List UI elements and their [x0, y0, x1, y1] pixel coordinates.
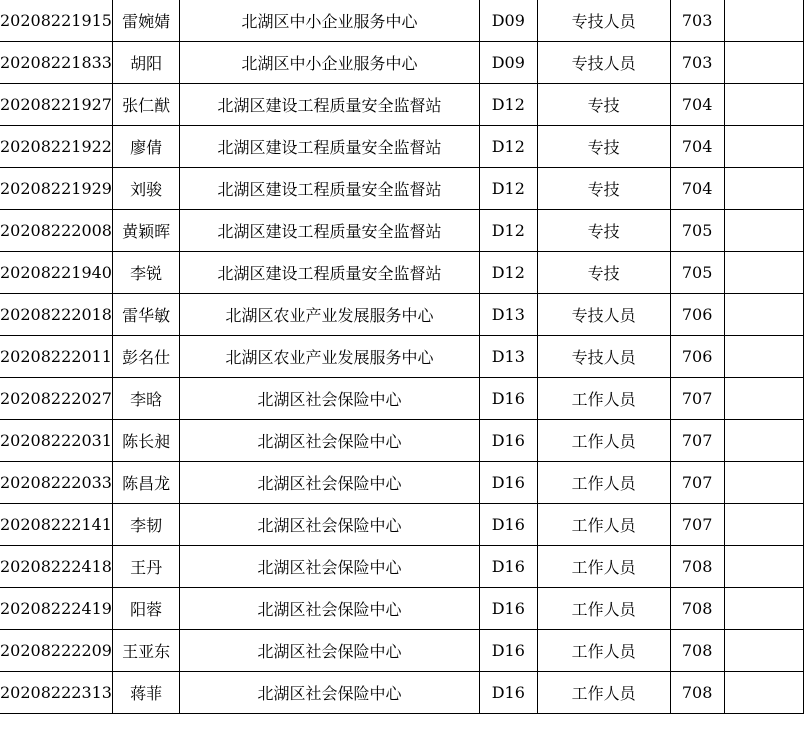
unit-name-cell[interactable]: 北湖区社会保险中心 [180, 672, 479, 714]
table-row [0, 420, 804, 462]
table-row [0, 0, 804, 42]
table-row [0, 126, 804, 168]
position-type-cell[interactable]: 专技人员 [537, 336, 670, 378]
table-row [0, 84, 804, 126]
position-type-cell[interactable]: 工作人员 [537, 630, 670, 672]
exam-room-cell[interactable]: 708 [670, 546, 724, 588]
exam-id-cell[interactable]: 20208222419 [0, 588, 112, 630]
exam-room-cell[interactable]: 706 [670, 294, 724, 336]
unit-name-cell[interactable]: 北湖区建设工程质量安全监督站 [180, 168, 479, 210]
candidate-name-cell[interactable]: 阳蓉 [112, 588, 179, 630]
position-code-cell[interactable]: D16 [479, 462, 537, 504]
exam-room-cell[interactable]: 705 [670, 210, 724, 252]
exam-id-cell[interactable]: 20208222018 [0, 294, 112, 336]
unit-name-cell[interactable]: 北湖区中小企业服务中心 [180, 0, 479, 42]
exam-room-cell[interactable]: 707 [670, 420, 724, 462]
exam-room-cell[interactable]: 708 [670, 672, 724, 714]
table-row [0, 588, 804, 630]
table-row [0, 336, 804, 378]
unit-name-cell[interactable]: 北湖区建设工程质量安全监督站 [180, 84, 479, 126]
position-type-cell[interactable]: 专技人员 [537, 0, 670, 42]
table-row [0, 672, 804, 714]
candidate-name-cell[interactable]: 彭名仕 [112, 336, 179, 378]
empty-cell[interactable] [724, 168, 803, 210]
empty-cell[interactable] [724, 672, 803, 714]
exam-id-cell[interactable]: 20208221915 [0, 0, 112, 42]
candidate-name-cell[interactable]: 胡阳 [112, 42, 179, 84]
candidate-name-cell[interactable]: 蒋菲 [112, 672, 179, 714]
position-type-cell[interactable]: 工作人员 [537, 588, 670, 630]
position-type-cell[interactable]: 专技 [537, 84, 670, 126]
candidate-name-cell[interactable]: 张仁猷 [112, 84, 179, 126]
empty-cell[interactable] [724, 420, 803, 462]
exam-id-cell[interactable]: 20208222027 [0, 378, 112, 420]
candidate-name-cell[interactable]: 雷华敏 [112, 294, 179, 336]
position-code-cell[interactable]: D09 [479, 0, 537, 42]
unit-name-cell[interactable]: 北湖区社会保险中心 [180, 504, 479, 546]
table-row [0, 546, 804, 588]
candidate-name-cell[interactable]: 雷婉婧 [112, 0, 179, 42]
exam-id-cell[interactable]: 20208221929 [0, 168, 112, 210]
position-code-cell[interactable]: D16 [479, 588, 537, 630]
exam-room-cell[interactable]: 707 [670, 378, 724, 420]
position-code-cell[interactable]: D16 [479, 630, 537, 672]
unit-name-cell[interactable]: 北湖区社会保险中心 [180, 546, 479, 588]
exam-id-cell[interactable]: 20208221940 [0, 252, 112, 294]
position-code-cell[interactable]: D12 [479, 168, 537, 210]
exam-room-cell[interactable]: 703 [670, 42, 724, 84]
candidate-name-cell[interactable]: 陈长昶 [112, 420, 179, 462]
position-code-cell[interactable]: D16 [479, 546, 537, 588]
exam-id-cell[interactable]: 20208221833 [0, 42, 112, 84]
unit-name-cell[interactable]: 北湖区建设工程质量安全监督站 [180, 126, 479, 168]
unit-name-cell[interactable]: 北湖区中小企业服务中心 [180, 42, 479, 84]
exam-id-cell[interactable]: 20208221922 [0, 126, 112, 168]
table-row [0, 294, 804, 336]
exam-room-cell[interactable]: 703 [670, 0, 724, 42]
exam-id-cell[interactable]: 20208222031 [0, 420, 112, 462]
unit-name-cell[interactable]: 北湖区社会保险中心 [180, 378, 479, 420]
table-row [0, 252, 804, 294]
position-type-cell[interactable]: 工作人员 [537, 462, 670, 504]
exam-room-cell[interactable]: 704 [670, 84, 724, 126]
exam-id-cell[interactable]: 20208222011 [0, 336, 112, 378]
empty-cell[interactable] [724, 126, 803, 168]
table-row [0, 504, 804, 546]
exam-id-cell[interactable]: 20208222313 [0, 672, 112, 714]
candidate-name-cell[interactable]: 黄颖晖 [112, 210, 179, 252]
empty-cell[interactable] [724, 630, 803, 672]
exam-room-cell[interactable]: 707 [670, 504, 724, 546]
exam-id-cell[interactable]: 20208222209 [0, 630, 112, 672]
exam-room-cell[interactable]: 708 [670, 588, 724, 630]
exam-id-cell[interactable]: 20208222008 [0, 210, 112, 252]
unit-name-cell[interactable]: 北湖区农业产业发展服务中心 [180, 336, 479, 378]
position-code-cell[interactable]: D12 [479, 210, 537, 252]
exam-id-cell[interactable]: 20208222033 [0, 462, 112, 504]
empty-cell[interactable] [724, 462, 803, 504]
candidate-name-cell[interactable]: 廖倩 [112, 126, 179, 168]
candidate-name-cell[interactable]: 李晗 [112, 378, 179, 420]
unit-name-cell[interactable]: 北湖区农业产业发展服务中心 [180, 294, 479, 336]
exam-id-cell[interactable]: 20208221927 [0, 84, 112, 126]
unit-name-cell[interactable]: 北湖区社会保险中心 [180, 588, 479, 630]
table-row [0, 462, 804, 504]
unit-name-cell[interactable]: 北湖区建设工程质量安全监督站 [180, 210, 479, 252]
empty-cell[interactable] [724, 84, 803, 126]
empty-cell[interactable] [724, 378, 803, 420]
empty-cell[interactable] [724, 0, 803, 42]
exam-room-cell[interactable]: 704 [670, 168, 724, 210]
candidate-name-cell[interactable]: 王亚东 [112, 630, 179, 672]
position-type-cell[interactable]: 专技 [537, 252, 670, 294]
exam-room-cell[interactable]: 708 [670, 630, 724, 672]
exam-room-cell[interactable]: 704 [670, 126, 724, 168]
position-code-cell[interactable]: D12 [479, 126, 537, 168]
exam-room-cell[interactable]: 706 [670, 336, 724, 378]
position-type-cell[interactable]: 工作人员 [537, 378, 670, 420]
position-code-cell[interactable]: D16 [479, 420, 537, 462]
exam-room-cell[interactable]: 707 [670, 462, 724, 504]
position-type-cell[interactable]: 专技 [537, 168, 670, 210]
empty-cell[interactable] [724, 210, 803, 252]
exam-id-cell[interactable]: 20208222141 [0, 504, 112, 546]
empty-cell[interactable] [724, 294, 803, 336]
position-code-cell[interactable]: D13 [479, 336, 537, 378]
position-type-cell[interactable]: 专技 [537, 126, 670, 168]
position-type-cell[interactable]: 工作人员 [537, 504, 670, 546]
exam-id-cell[interactable]: 20208222418 [0, 546, 112, 588]
unit-name-cell[interactable]: 北湖区建设工程质量安全监督站 [180, 252, 479, 294]
position-type-cell[interactable]: 工作人员 [537, 672, 670, 714]
candidate-name-cell[interactable]: 李锐 [112, 252, 179, 294]
empty-cell[interactable] [724, 546, 803, 588]
position-type-cell[interactable]: 专技人员 [537, 42, 670, 84]
table-row [0, 42, 804, 84]
unit-name-cell[interactable]: 北湖区社会保险中心 [180, 630, 479, 672]
table-row [0, 210, 804, 252]
unit-name-cell[interactable]: 北湖区社会保险中心 [180, 462, 479, 504]
table-row [0, 168, 804, 210]
position-code-cell[interactable]: D09 [479, 42, 537, 84]
empty-cell[interactable] [724, 504, 803, 546]
position-code-cell[interactable]: D16 [479, 672, 537, 714]
position-code-cell[interactable]: D16 [479, 504, 537, 546]
candidate-name-cell[interactable]: 陈昌龙 [112, 462, 179, 504]
position-type-cell[interactable]: 工作人员 [537, 546, 670, 588]
candidate-name-cell[interactable]: 李韧 [112, 504, 179, 546]
position-code-cell[interactable]: D13 [479, 294, 537, 336]
empty-cell[interactable] [724, 336, 803, 378]
position-code-cell[interactable]: D12 [479, 252, 537, 294]
exam-room-cell[interactable]: 705 [670, 252, 724, 294]
candidate-name-cell[interactable]: 刘骏 [112, 168, 179, 210]
empty-cell[interactable] [724, 42, 803, 84]
table-row [0, 378, 804, 420]
position-code-cell[interactable]: D16 [479, 378, 537, 420]
position-code-cell[interactable]: D12 [479, 84, 537, 126]
unit-name-cell[interactable]: 北湖区社会保险中心 [180, 420, 479, 462]
empty-cell[interactable] [724, 588, 803, 630]
empty-cell[interactable] [724, 252, 803, 294]
position-type-cell[interactable]: 工作人员 [537, 420, 670, 462]
position-type-cell[interactable]: 专技人员 [537, 294, 670, 336]
candidate-name-cell[interactable]: 王丹 [112, 546, 179, 588]
table-row [0, 630, 804, 672]
position-type-cell[interactable]: 专技 [537, 210, 670, 252]
